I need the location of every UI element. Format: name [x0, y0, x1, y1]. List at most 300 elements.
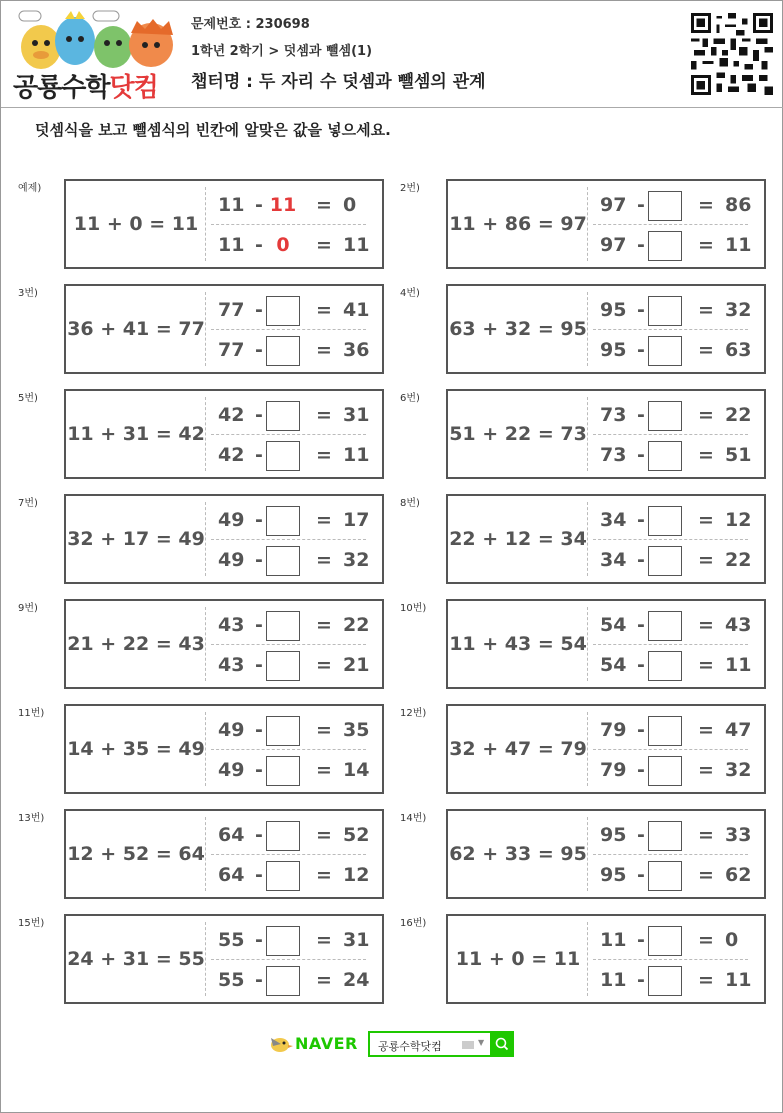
minuend: 79 — [600, 719, 627, 741]
minuend: 95 — [600, 824, 627, 846]
problem-box — [446, 179, 766, 269]
equals-sign: = — [698, 719, 714, 741]
vertical-divider — [205, 397, 206, 471]
problem-box — [64, 179, 384, 269]
minus-sign: - — [255, 864, 263, 886]
subtraction-equation — [218, 821, 378, 851]
answer-blank[interactable] — [648, 401, 682, 431]
minus-sign: - — [637, 759, 645, 781]
minus-sign: - — [255, 404, 263, 426]
subtraction-equation — [600, 546, 760, 576]
equals-sign: = — [316, 654, 332, 676]
problem-box — [64, 494, 384, 584]
horizontal-divider — [211, 644, 366, 645]
answer-blank[interactable] — [266, 401, 300, 431]
problem-number-label: 5번) — [18, 393, 38, 404]
minuend: 73 — [600, 404, 627, 426]
problem-number-label: 16번) — [400, 918, 427, 929]
minuend: 95 — [600, 339, 627, 361]
difference: 32 — [725, 759, 752, 781]
answer-blank[interactable] — [648, 756, 682, 786]
equals-sign: = — [698, 444, 714, 466]
problem-box — [64, 809, 384, 899]
equals-sign: = — [316, 969, 332, 991]
subtraction-equation — [218, 191, 378, 221]
subtraction-equation — [218, 506, 378, 536]
difference: 36 — [343, 339, 370, 361]
naver-bird-icon — [269, 1032, 293, 1054]
horizontal-divider — [211, 539, 366, 540]
minuend: 11 — [600, 929, 627, 951]
difference: 31 — [343, 929, 370, 951]
answer-blank[interactable] — [266, 821, 300, 851]
search-icon — [490, 1031, 514, 1057]
equals-sign: = — [698, 824, 714, 846]
minus-sign: - — [637, 509, 645, 531]
subtraction-equation — [218, 611, 378, 641]
addition-equation: 36 + 41 = 77 — [67, 318, 205, 340]
horizontal-divider — [211, 329, 366, 330]
minus-sign: - — [637, 194, 645, 216]
qr-code-icon — [691, 13, 773, 95]
search-query: 공룡수학닷컴 — [378, 1040, 442, 1053]
horizontal-divider — [211, 854, 366, 855]
addition-equation: 11 + 86 = 97 — [449, 213, 587, 235]
problem-box — [446, 809, 766, 899]
problem-number-label: 3번) — [18, 288, 38, 299]
minuend: 55 — [218, 969, 245, 991]
subtraction-equation — [218, 441, 378, 471]
equals-sign: = — [316, 929, 332, 951]
minuend: 55 — [218, 929, 245, 951]
equals-sign: = — [698, 864, 714, 886]
subtraction-equation — [218, 861, 378, 891]
minus-sign: - — [255, 929, 263, 951]
answer-blank[interactable] — [266, 546, 300, 576]
problem-box — [446, 389, 766, 479]
subtraction-equation — [218, 296, 378, 326]
problem-item — [18, 914, 384, 1004]
answer-blank[interactable] — [648, 336, 682, 366]
difference: 12 — [725, 509, 752, 531]
horizontal-divider — [211, 434, 366, 435]
minuend: 95 — [600, 864, 627, 886]
difference: 21 — [343, 654, 370, 676]
addition-equation: 11 + 0 = 11 — [73, 213, 199, 235]
subtraction-equation — [218, 966, 378, 996]
answer-blank[interactable] — [266, 966, 300, 996]
difference: 11 — [725, 234, 752, 256]
addition-equation: 32 + 47 = 79 — [449, 738, 587, 760]
minus-sign: - — [637, 404, 645, 426]
minus-sign: - — [255, 444, 263, 466]
equals-sign: = — [698, 509, 714, 531]
dinosaur-mascots-logo — [13, 7, 178, 73]
equals-sign: = — [316, 719, 332, 741]
equals-sign: = — [698, 299, 714, 321]
answer-blank[interactable] — [266, 716, 300, 746]
keyboard-icon — [462, 1041, 474, 1049]
answer-blank[interactable] — [648, 651, 682, 681]
minuend: 64 — [218, 864, 245, 886]
problem-number-label: 예제) — [18, 183, 42, 194]
addition-equation: 22 + 12 = 34 — [449, 528, 587, 550]
problem-item — [18, 599, 384, 689]
minuend: 97 — [600, 194, 627, 216]
answer-blank[interactable] — [648, 966, 682, 996]
problem-box — [64, 389, 384, 479]
subtraction-equation — [600, 231, 760, 261]
vertical-divider — [587, 922, 588, 996]
answer-blank[interactable] — [266, 441, 300, 471]
problem-number: 문제번호 : 230698 — [191, 17, 310, 32]
instruction-text: 덧셈식을 보고 뺄셈식의 빈칸에 알맞은 값을 넣으세요. — [35, 121, 391, 139]
answer-blank[interactable] — [648, 506, 682, 536]
subtraction-equation — [218, 716, 378, 746]
difference: 11 — [343, 234, 370, 256]
equals-sign: = — [698, 614, 714, 636]
answer-blank[interactable] — [266, 651, 300, 681]
horizontal-divider — [211, 749, 366, 750]
difference: 86 — [725, 194, 752, 216]
subtraction-equation — [600, 861, 760, 891]
problem-number-label: 10번) — [400, 603, 427, 614]
vertical-divider — [205, 922, 206, 996]
difference: 11 — [725, 654, 752, 676]
horizontal-divider — [593, 539, 748, 540]
minus-sign: - — [255, 759, 263, 781]
addition-equation: 11 + 0 = 11 — [455, 948, 581, 970]
vertical-divider — [205, 292, 206, 366]
equals-sign: = — [316, 614, 332, 636]
answer-blank[interactable] — [266, 756, 300, 786]
problem-item — [400, 599, 766, 689]
subtraction-equation — [600, 926, 760, 956]
minuend: 77 — [218, 299, 245, 321]
addition-equation: 32 + 17 = 49 — [67, 528, 205, 550]
header-divider — [1, 107, 783, 108]
brand-logo-text: 공룡수학닷컴 — [13, 73, 158, 103]
subtraction-equation — [218, 926, 378, 956]
minus-sign: - — [255, 299, 263, 321]
problem-box — [446, 704, 766, 794]
problem-box — [446, 494, 766, 584]
minus-sign: - — [255, 509, 263, 531]
course-breadcrumb: 1학년 2학기 > 덧셈과 뺄셈(1) — [191, 44, 373, 59]
equals-sign: = — [698, 234, 714, 256]
vertical-divider — [587, 397, 588, 471]
subtraction-equation — [600, 716, 760, 746]
answer-blank[interactable] — [266, 861, 300, 891]
horizontal-divider — [593, 644, 748, 645]
difference: 14 — [343, 759, 370, 781]
problem-item — [400, 284, 766, 374]
equals-sign: = — [316, 194, 332, 216]
vertical-divider — [587, 502, 588, 576]
problem-box — [64, 599, 384, 689]
problem-box — [446, 284, 766, 374]
minus-sign: - — [255, 194, 263, 216]
problem-item — [18, 704, 384, 794]
addition-equation: 14 + 35 = 49 — [67, 738, 205, 760]
minus-sign: - — [637, 824, 645, 846]
minuend: 11 — [218, 234, 245, 256]
minus-sign: - — [255, 549, 263, 571]
subtraction-equation — [600, 296, 760, 326]
subtraction-equation — [600, 506, 760, 536]
minuend: 34 — [600, 549, 627, 571]
problem-item — [400, 179, 766, 269]
answer-value: 0 — [276, 234, 290, 256]
addition-equation: 51 + 22 = 73 — [449, 423, 587, 445]
difference: 31 — [343, 404, 370, 426]
difference: 63 — [725, 339, 752, 361]
problem-number-label: 2번) — [400, 183, 420, 194]
equals-sign: = — [316, 404, 332, 426]
equals-sign: = — [698, 969, 714, 991]
answer-blank[interactable] — [266, 296, 300, 326]
answer-blank[interactable] — [648, 611, 682, 641]
horizontal-divider — [593, 224, 748, 225]
answer-blank[interactable] — [648, 546, 682, 576]
vertical-divider — [205, 187, 206, 261]
minuend: 54 — [600, 614, 627, 636]
minuend: 42 — [218, 404, 245, 426]
problem-number-label: 8번) — [400, 498, 420, 509]
minus-sign: - — [255, 824, 263, 846]
horizontal-divider — [593, 959, 748, 960]
answer-blank[interactable] — [266, 926, 300, 956]
problem-number-label: 6번) — [400, 393, 420, 404]
minus-sign: - — [637, 969, 645, 991]
problem-item — [18, 389, 384, 479]
minus-sign: - — [637, 864, 645, 886]
answer-blank[interactable] — [648, 861, 682, 891]
minus-sign: - — [255, 969, 263, 991]
equals-sign: = — [698, 404, 714, 426]
problem-box — [446, 914, 766, 1004]
problem-item — [18, 809, 384, 899]
chevron-down-icon: ▼ — [478, 1038, 485, 1047]
addition-equation: 11 + 31 = 42 — [67, 423, 205, 445]
problem-number-label: 14번) — [400, 813, 427, 824]
vertical-divider — [205, 502, 206, 576]
addition-equation: 62 + 33 = 95 — [449, 843, 587, 865]
horizontal-divider — [593, 329, 748, 330]
difference: 33 — [725, 824, 752, 846]
problem-number-label: 11번) — [18, 708, 45, 719]
difference: 32 — [725, 299, 752, 321]
minus-sign: - — [255, 339, 263, 361]
horizontal-divider — [593, 749, 748, 750]
equals-sign: = — [316, 509, 332, 531]
equals-sign: = — [316, 824, 332, 846]
problem-item — [400, 914, 766, 1004]
problem-item — [400, 704, 766, 794]
answer-blank[interactable] — [648, 821, 682, 851]
subtraction-equation — [218, 651, 378, 681]
problem-item — [18, 494, 384, 584]
answer-value: 11 — [269, 194, 297, 216]
chapter-title: 챕터명 : 두 자리 수 덧셈과 뺄셈의 관계 — [191, 72, 486, 92]
difference: 0 — [343, 194, 357, 216]
answer-blank[interactable] — [266, 506, 300, 536]
equals-sign: = — [698, 339, 714, 361]
subtraction-equation — [600, 441, 760, 471]
problem-box — [64, 914, 384, 1004]
problem-item — [18, 179, 384, 269]
minus-sign: - — [637, 299, 645, 321]
minuend: 49 — [218, 759, 245, 781]
minuend: 97 — [600, 234, 627, 256]
problem-number-label: 12번) — [400, 708, 427, 719]
problem-item — [18, 284, 384, 374]
minus-sign: - — [637, 339, 645, 361]
equals-sign: = — [316, 339, 332, 361]
equals-sign: = — [698, 194, 714, 216]
answer-blank[interactable] — [648, 191, 682, 221]
equals-sign: = — [698, 549, 714, 571]
answer-blank[interactable] — [266, 336, 300, 366]
addition-equation: 21 + 22 = 43 — [67, 633, 205, 655]
horizontal-divider — [211, 959, 366, 960]
equals-sign: = — [698, 929, 714, 951]
equals-sign: = — [316, 444, 332, 466]
answer-blank[interactable] — [648, 441, 682, 471]
minuend: 43 — [218, 614, 245, 636]
vertical-divider — [587, 712, 588, 786]
minuend: 11 — [600, 969, 627, 991]
subtraction-equation — [600, 821, 760, 851]
minuend: 42 — [218, 444, 245, 466]
naver-search-footer — [269, 1031, 519, 1057]
addition-equation: 12 + 52 = 64 — [67, 843, 205, 865]
difference: 62 — [725, 864, 752, 886]
equals-sign: = — [316, 549, 332, 571]
subtraction-equation — [600, 401, 760, 431]
minus-sign: - — [637, 549, 645, 571]
problem-box — [64, 704, 384, 794]
subtraction-equation — [600, 756, 760, 786]
difference: 22 — [343, 614, 370, 636]
subtraction-equation — [600, 191, 760, 221]
minuend: 11 — [218, 194, 245, 216]
equals-sign: = — [316, 759, 332, 781]
minuend: 43 — [218, 654, 245, 676]
answer-blank[interactable] — [266, 611, 300, 641]
minus-sign: - — [255, 719, 263, 741]
subtraction-equation — [218, 401, 378, 431]
subtraction-equation — [600, 966, 760, 996]
subtraction-equation — [600, 651, 760, 681]
answer-blank[interactable] — [648, 716, 682, 746]
minuend: 95 — [600, 299, 627, 321]
subtraction-equation — [218, 546, 378, 576]
vertical-divider — [587, 187, 588, 261]
horizontal-divider — [211, 224, 366, 225]
minuend: 49 — [218, 719, 245, 741]
problem-box — [446, 599, 766, 689]
vertical-divider — [587, 817, 588, 891]
minuend: 73 — [600, 444, 627, 466]
difference: 22 — [725, 404, 752, 426]
problem-number-label: 7번) — [18, 498, 38, 509]
problem-item — [400, 494, 766, 584]
subtraction-equation — [218, 756, 378, 786]
difference: 12 — [343, 864, 370, 886]
addition-equation: 11 + 43 = 54 — [449, 633, 587, 655]
problem-item — [400, 389, 766, 479]
subtraction-equation — [218, 231, 378, 261]
problem-number-label: 4번) — [400, 288, 420, 299]
problem-number-label: 13번) — [18, 813, 45, 824]
search-input[interactable] — [368, 1031, 492, 1057]
problem-box — [64, 284, 384, 374]
answer-blank[interactable] — [648, 296, 682, 326]
difference: 11 — [343, 444, 370, 466]
answer-blank[interactable] — [648, 926, 682, 956]
minuend: 49 — [218, 509, 245, 531]
subtraction-equation — [600, 336, 760, 366]
minus-sign: - — [637, 654, 645, 676]
horizontal-divider — [593, 434, 748, 435]
vertical-divider — [205, 712, 206, 786]
subtraction-equation — [218, 336, 378, 366]
minuend: 79 — [600, 759, 627, 781]
minuend: 34 — [600, 509, 627, 531]
vertical-divider — [205, 607, 206, 681]
search-button[interactable] — [490, 1031, 514, 1057]
minuend: 64 — [218, 824, 245, 846]
problem-number-label: 9번) — [18, 603, 38, 614]
vertical-divider — [587, 607, 588, 681]
difference: 24 — [343, 969, 370, 991]
difference: 11 — [725, 969, 752, 991]
vertical-divider — [205, 817, 206, 891]
minus-sign: - — [255, 614, 263, 636]
minus-sign: - — [637, 929, 645, 951]
addition-equation: 24 + 31 = 55 — [67, 948, 205, 970]
difference: 32 — [343, 549, 370, 571]
difference: 17 — [343, 509, 370, 531]
equals-sign: = — [316, 299, 332, 321]
minus-sign: - — [255, 654, 263, 676]
minuend: 49 — [218, 549, 245, 571]
addition-equation: 63 + 32 = 95 — [449, 318, 587, 340]
difference: 52 — [343, 824, 370, 846]
minus-sign: - — [255, 234, 263, 256]
answer-blank[interactable] — [648, 231, 682, 261]
problem-item — [400, 809, 766, 899]
equals-sign: = — [698, 759, 714, 781]
minuend: 54 — [600, 654, 627, 676]
difference: 51 — [725, 444, 752, 466]
naver-logo-text: NAVER — [295, 1034, 358, 1053]
problem-number-label: 15번) — [18, 918, 45, 929]
subtraction-equation — [600, 611, 760, 641]
vertical-divider — [587, 292, 588, 366]
difference: 47 — [725, 719, 752, 741]
difference: 41 — [343, 299, 370, 321]
horizontal-divider — [593, 854, 748, 855]
minus-sign: - — [637, 444, 645, 466]
minuend: 77 — [218, 339, 245, 361]
difference: 22 — [725, 549, 752, 571]
difference: 0 — [725, 929, 739, 951]
equals-sign: = — [698, 654, 714, 676]
minus-sign: - — [637, 614, 645, 636]
minus-sign: - — [637, 234, 645, 256]
